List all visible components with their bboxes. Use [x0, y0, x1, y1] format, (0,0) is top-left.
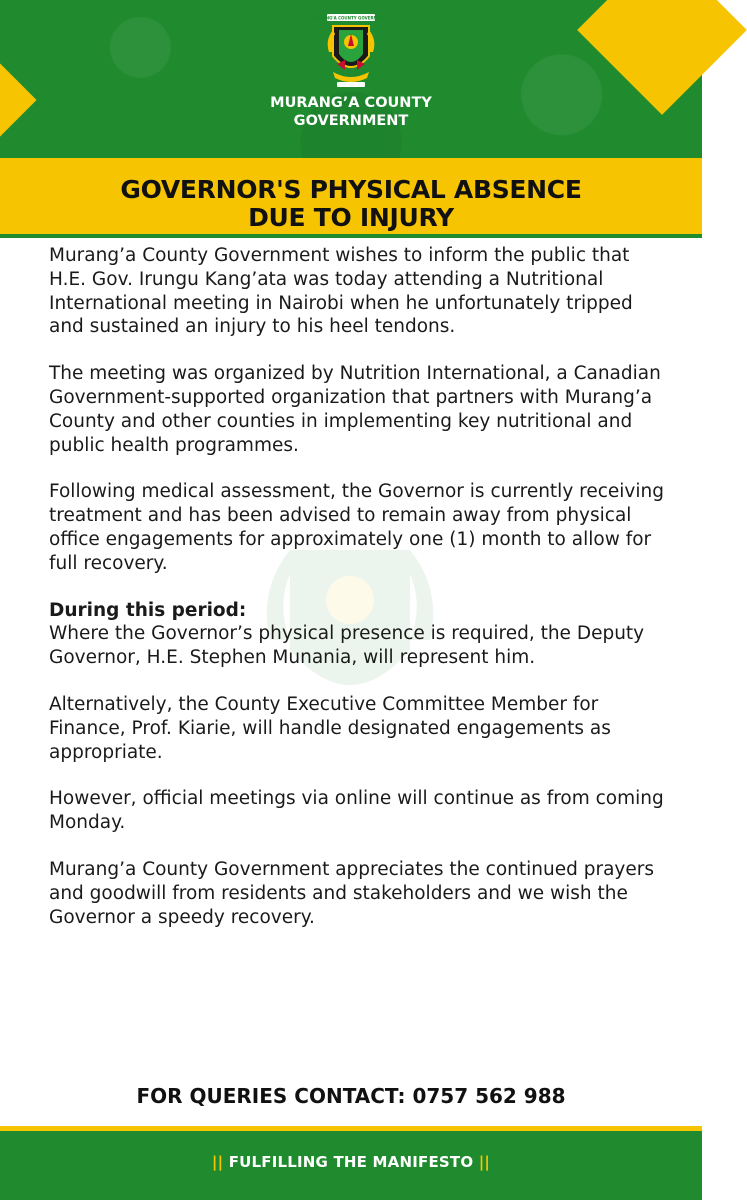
paragraph-treatment: Following medical assessment, the Governor is currently receiving treatment and has been advised to remain away from physical office engagements for approximately one (1) month to allow for full recovery. [49, 481, 664, 574]
svg-text:MURANG'A COUNTY GOVERNMENT: MURANG'A COUNTY GOVERNMENT [312, 15, 390, 21]
org-name-line2: GOVERNMENT [293, 113, 409, 129]
footer-bars-right: || [478, 1153, 491, 1171]
title-line1: GOVERNOR'S PHYSICAL ABSENCE [120, 175, 582, 204]
period-heading: During this period: [49, 599, 247, 621]
paragraph-period [49, 599, 669, 670]
paragraph-online: However, official meetings via online will continue as from coming Monday. [49, 788, 664, 834]
notice-title [0, 176, 702, 232]
footer-bars-left: || [211, 1153, 224, 1171]
paragraph-meeting: The meeting was organized by Nutrition International, a Canadian Government-supported organization that partners with Murang’a County and other counties in implementing key nutritional and public health programmes. [49, 363, 661, 456]
org-name [0, 94, 702, 130]
paragraph-alternative: Alternatively, the County Executive Committee Member for Finance, Prof. Kiarie, will handle designated engagements as appropriate. [49, 693, 611, 763]
footer-slogan [0, 1153, 702, 1171]
contact-line: FOR QUERIES CONTACT: 0757 562 988 [136, 1084, 566, 1108]
paragraph-incident: Murang’a County Government wishes to inform the public that H.E. Gov. Irungu Kang’ata was today attending a Nutritional International meeting in Nairobi when he unfortunately tripped and sustained an injury to his heel tendons. [49, 245, 633, 338]
notice-body [49, 244, 669, 952]
period-text: Where the Governor’s physical presence is required, the Deputy Governor, H.E. Stephen Munania, will represent him. [49, 623, 645, 669]
title-line2: DUE TO INJURY [248, 203, 454, 232]
footer-slogan-text: FULFILLING THE MANIFESTO [228, 1153, 474, 1171]
county-crest-icon [312, 12, 390, 92]
paragraph-appreciation: Murang’a County Government appreciates the continued prayers and goodwill from residents and stakeholders and we wish the Governor a speedy recovery. [49, 858, 654, 928]
header-banner [0, 0, 702, 158]
org-name-line1: MURANG’A COUNTY [270, 95, 432, 111]
